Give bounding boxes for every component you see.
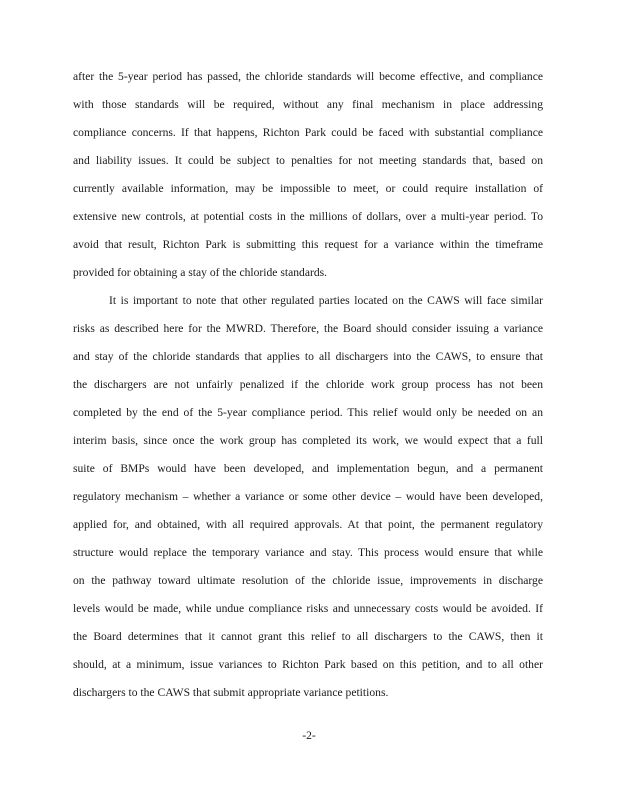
- text-line: regulatory mechanism – whether a variance or some other device – would have been developed,: [73, 490, 543, 503]
- text-line: and liability issues. It could be subject to penalties for not meeting standards that, based on: [73, 154, 543, 167]
- text-line: avoid that result, Richton Park is submitting this request for a variance within the timeframe: [73, 238, 543, 251]
- text-line: levels would be made, while undue compliance risks and unnecessary costs would be avoided. If: [73, 602, 543, 615]
- text-line: completed by the end of the 5-year compliance period. This relief would only be needed on an: [73, 406, 543, 419]
- text-line: risks as described here for the MWRD. Therefore, the Board should consider issuing a variance: [73, 322, 543, 335]
- text-line: currently available information, may be impossible to meet, or could require installation of: [73, 182, 543, 195]
- text-line: compliance concerns. If that happens, Richton Park could be faced with substantial compliance: [73, 126, 543, 139]
- text-line: should, at a minimum, issue variances to Richton Park based on this petition, and to all other: [73, 658, 543, 671]
- text-line: applied for, and obtained, with all required approvals. At that point, the permanent regulatory: [73, 518, 543, 531]
- text-line: structure would replace the temporary variance and stay. This process would ensure that while: [73, 546, 543, 559]
- text-line: suite of BMPs would have been developed, and implementation begun, and a permanent: [73, 462, 543, 475]
- text-line: and stay of the chloride standards that applies to all dischargers into the CAWS, to ensure that: [73, 350, 543, 363]
- text-line: the Board determines that it cannot grant this relief to all dischargers to the CAWS, then it: [73, 630, 543, 643]
- text-line: with those standards will be required, without any final mechanism in place addressing: [73, 98, 543, 111]
- text-line: interim basis, since once the work group has completed its work, we would expect that a full: [73, 434, 543, 447]
- page-number: -2-: [302, 729, 316, 742]
- text-line: the dischargers are not unfairly penalized if the chloride work group process has not been: [73, 378, 543, 391]
- text-line: It is important to note that other regulated parties located on the CAWS will face similar: [109, 294, 543, 307]
- text-line: provided for obtaining a stay of the chloride standards.: [73, 266, 328, 279]
- text-line: extensive new controls, at potential costs in the millions of dollars, over a multi-year period. To: [73, 210, 543, 223]
- text-line: dischargers to the CAWS that submit appropriate variance petitions.: [73, 686, 389, 699]
- text-line: on the pathway toward ultimate resolution of the chloride issue, improvements in discharge: [73, 574, 543, 587]
- text-line: after the 5-year period has passed, the chloride standards will become effective, and compliance: [73, 70, 543, 83]
